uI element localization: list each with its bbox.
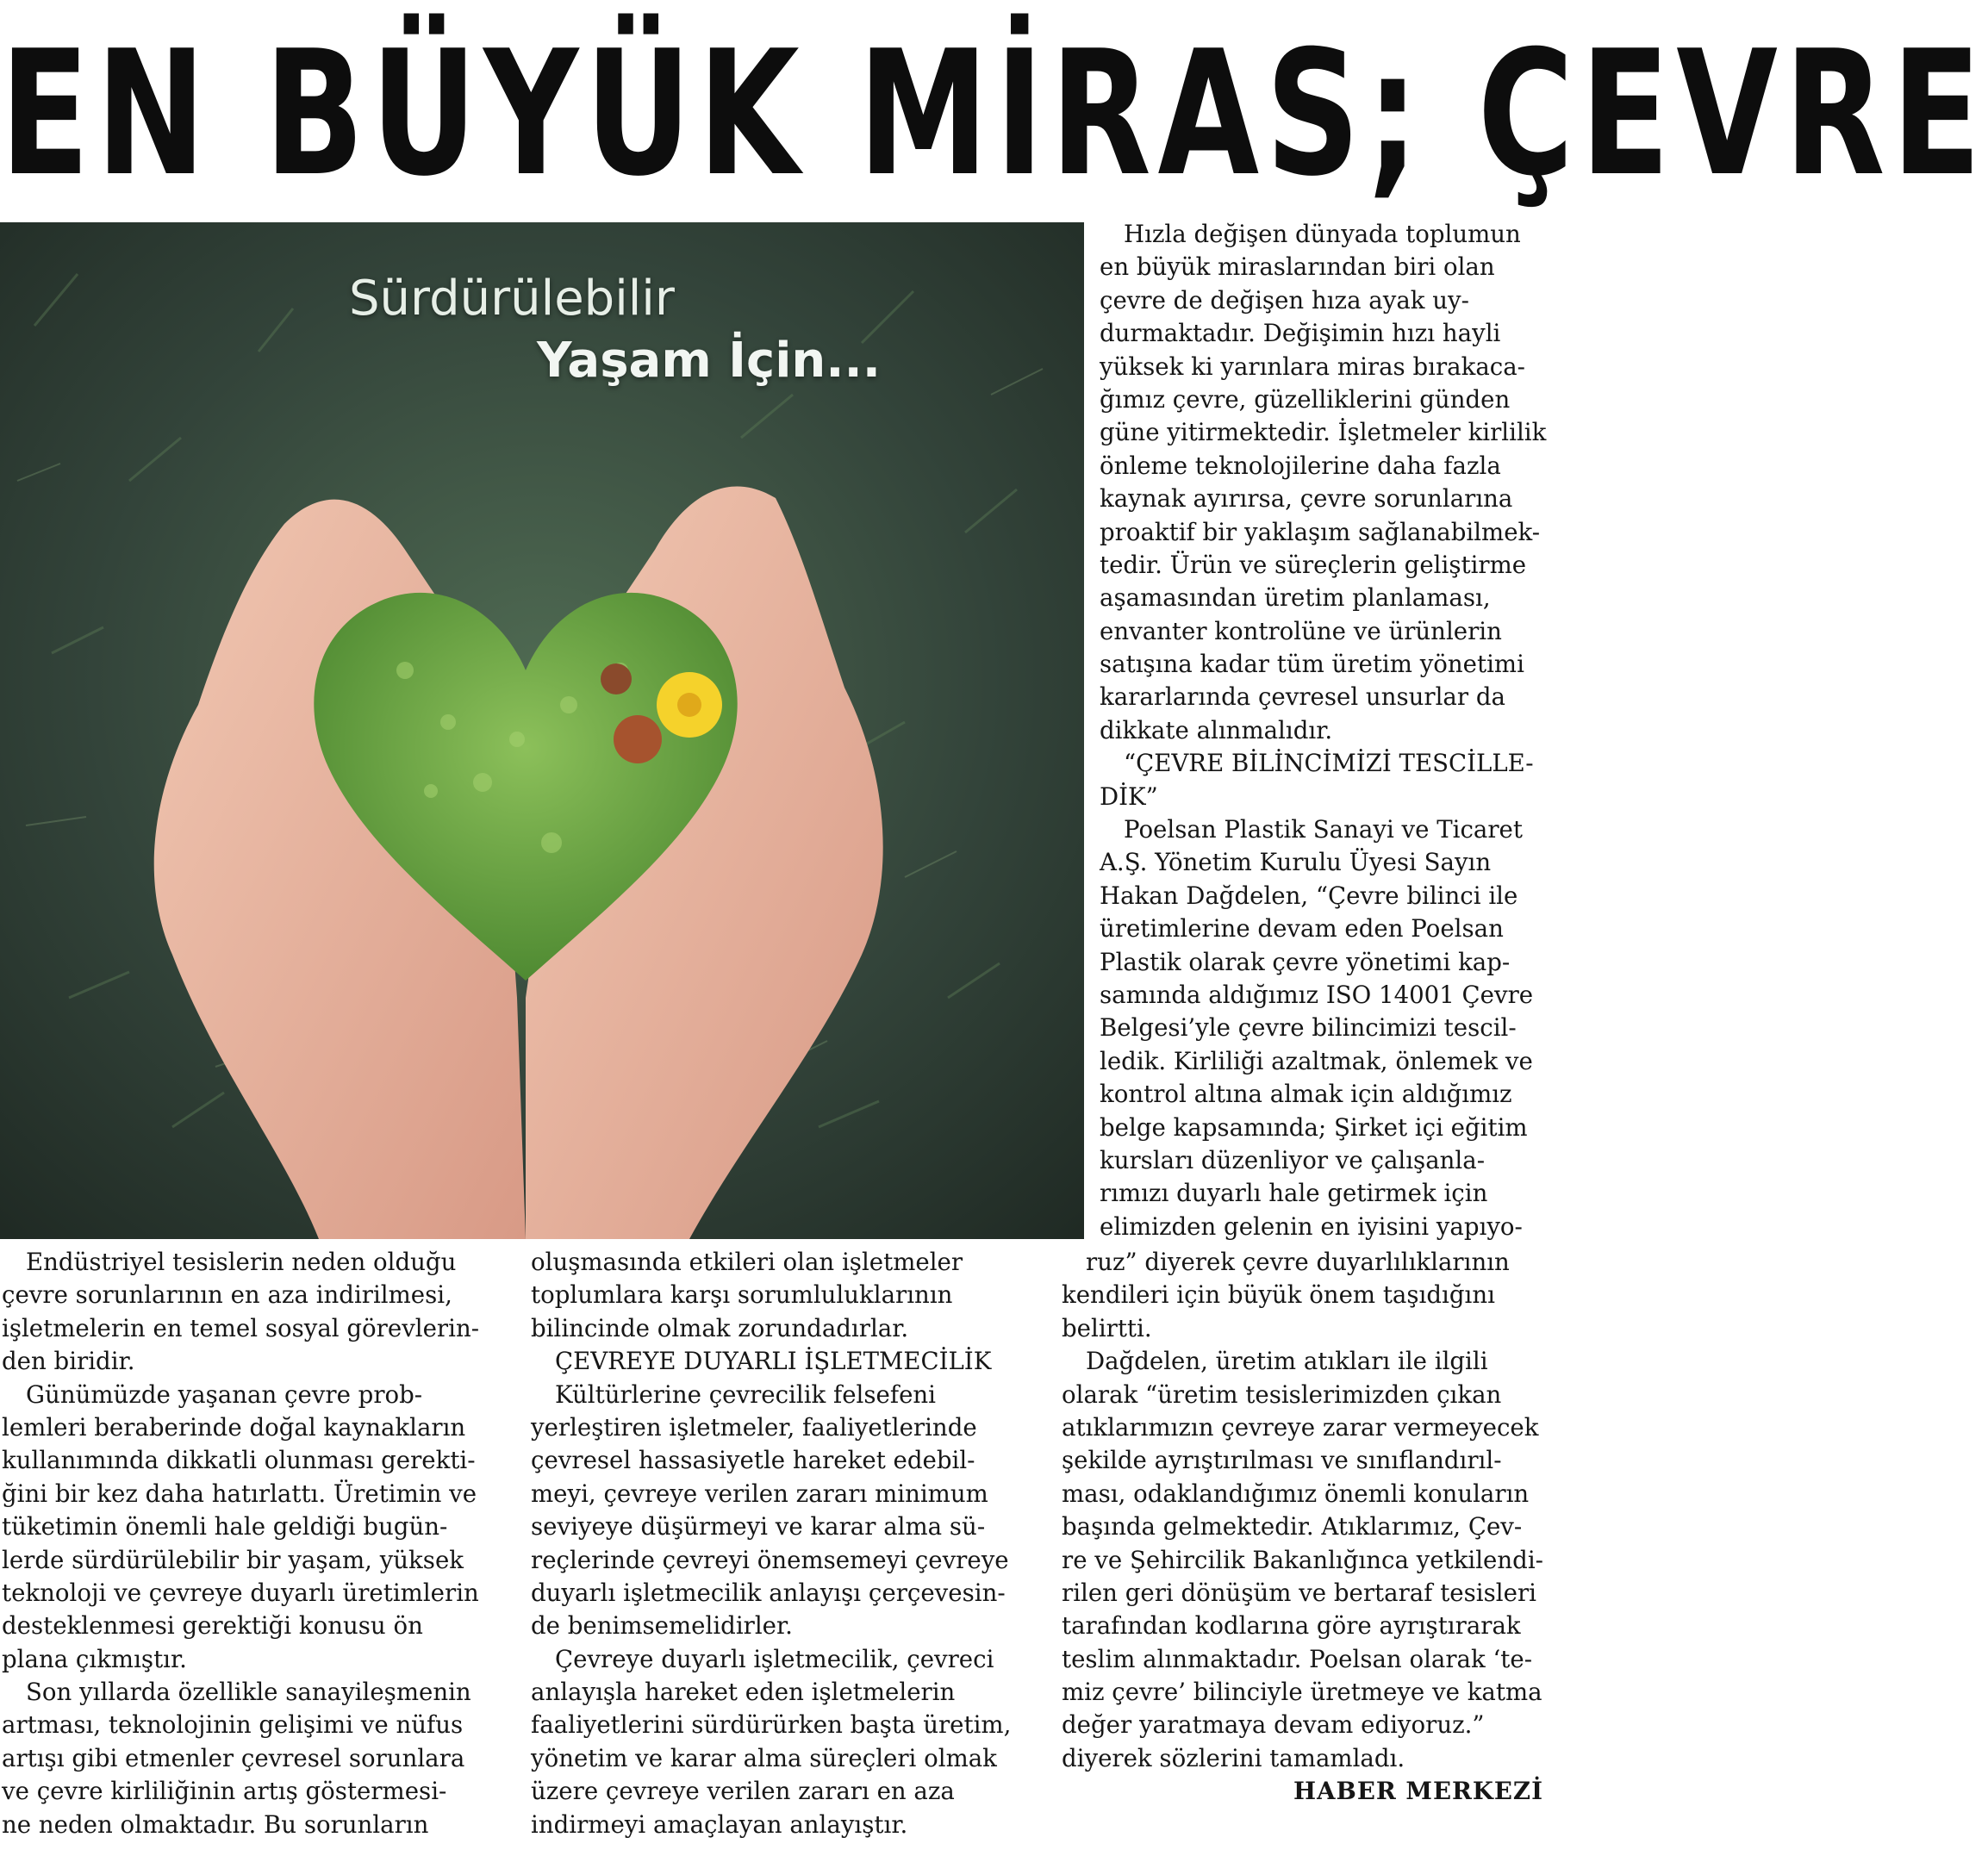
column-right-bottom <box>1062 1246 1543 1809</box>
text-line: proaktif bir yaklaşım sağlanabilmek- <box>1100 517 1541 546</box>
text-line: miz çevre’ bilinciyle üretmeye ve katma <box>1062 1678 1542 1707</box>
text-line: indirmeyi amaçlayan anlayıştır. <box>531 1809 908 1839</box>
image-overlay-line1: Sürdürülebilir <box>349 271 675 327</box>
text-line: Günümüzde yaşanan çevre prob- <box>26 1380 423 1409</box>
text-line: rımızı duyarlı hale getirmek için <box>1100 1179 1488 1208</box>
text-line: anlayışla hareket eden işletmelerin <box>531 1678 956 1707</box>
article-photo <box>0 222 1084 1239</box>
text-line: çevre de değişen hıza ayak uy- <box>1100 285 1469 315</box>
text-line: desteklenmesi gerektiği konusu ön <box>2 1611 423 1641</box>
text-line: de benimsemelidirler. <box>531 1611 793 1641</box>
text-line: şekilde ayrıştırılması ve sınıflandırıl- <box>1062 1446 1502 1475</box>
text-line: toplumlara karşı sorumluluklarının <box>531 1280 953 1310</box>
subheading-line: DİK” <box>1100 782 1158 811</box>
image-overlay-line2: Yaşam İçin... <box>537 333 882 389</box>
dry-flower-bud-small <box>601 663 632 694</box>
column-middle <box>531 1246 1011 1841</box>
text-line: artması, teknolojinin gelişimi ve nüfus <box>2 1710 464 1740</box>
text-line: plana çıkmıştır. <box>2 1644 187 1673</box>
text-line: işletmelerin en temel sosyal görevlerin- <box>2 1313 480 1342</box>
text-line: atıklarımızın çevreye zarar vermeyecek <box>1062 1412 1539 1442</box>
headline: EN BÜYÜK MİRAS; ÇEVRE <box>0 14 1988 215</box>
text-line: Dağdelen, üretim atıkları ile ilgili <box>1086 1347 1488 1376</box>
text-line: kararlarında çevresel unsurlar da <box>1100 682 1505 712</box>
column-left <box>2 1246 479 1841</box>
text-line: Endüstriyel tesislerin neden olduğu <box>26 1248 457 1276</box>
text-line: kursları düzenliyor ve çalışanla- <box>1100 1145 1486 1174</box>
text-line: kullanımında dikkatli olunması gerekti- <box>2 1446 476 1475</box>
text-line: ruz” diyerek çevre duyarlılıklarının <box>1086 1248 1510 1276</box>
text-line: durmaktadır. Değişimin hızı hayli <box>1100 319 1501 348</box>
text-line: A.Ş. Yönetim Kurulu Üyesi Sayın <box>1100 848 1492 877</box>
text-line: seviyeye düşürmeyi ve karar alma sü- <box>531 1512 986 1541</box>
text-line: yerleştiren işletmeler, faaliyetlerinde <box>531 1412 977 1442</box>
text-line: ne neden olmaktadır. Bu sorunların <box>2 1809 429 1839</box>
text-line: bilincinde olmak zorundadırlar. <box>531 1313 909 1342</box>
text-line: faaliyetlerini sürdürürken başta üretim, <box>531 1710 1012 1740</box>
text-line: satışına kadar tüm üretim yönetimi <box>1100 650 1524 679</box>
text-line: tüketimin önemli hale geldiği bugün- <box>2 1512 448 1541</box>
text-line: çevresel hassasiyetle hareket edebil- <box>531 1446 975 1475</box>
text-line: re ve Şehircilik Bakanlığınca yetkilendi- <box>1062 1545 1543 1574</box>
dry-flower-bud <box>614 715 662 763</box>
text-line: oluşmasında etkileri olan işletmeler <box>531 1248 963 1276</box>
text-line: den biridir. <box>2 1347 135 1376</box>
subheading-line: ÇEVREYE DUYARLI İŞLETMECİLİK <box>555 1347 992 1376</box>
text-line: kaynak ayırırsa, çevre sorunlarına <box>1100 484 1513 514</box>
byline: HABER MERKEZİ <box>1293 1777 1543 1806</box>
text-line: samında aldığımız ISO 14001 Çevre <box>1100 980 1534 1009</box>
text-line: ğini bir kez daha hatırlattı. Üretimin ve <box>2 1479 477 1508</box>
text-line: Çevreye duyarlı işletmecilik, çevreci <box>555 1644 994 1673</box>
text-line: teknoloji ve çevreye duyarlı üretimlerin <box>2 1578 479 1607</box>
text-line: Hızla değişen dünyada toplumun <box>1124 220 1521 248</box>
text-line: üretimlerine devam eden Poelsan <box>1100 914 1504 944</box>
text-line: Hakan Dağdelen, “Çevre bilinci ile <box>1100 881 1518 910</box>
text-line: aşamasından üretim planlaması, <box>1100 583 1491 613</box>
text-line: lemleri beraberinde doğal kaynakların <box>2 1412 466 1442</box>
text-line: Son yıllarda özellikle sanayileşmenin <box>26 1678 471 1707</box>
text-line: Kültürlerine çevrecilik felsefeni <box>555 1380 937 1409</box>
text-line: Poelsan Plastik Sanayi ve Ticaret <box>1124 815 1523 844</box>
text-line: meyi, çevreye verilen zararı minimum <box>531 1479 988 1508</box>
text-line: belirtti. <box>1062 1313 1152 1342</box>
text-line: kontrol altına almak için aldığımız <box>1100 1080 1512 1109</box>
text-line: artışı gibi etmenler çevresel sorunlara <box>2 1743 465 1772</box>
subheading-line: “ÇEVRE BİLİNCİMİZİ TESCİLLE- <box>1124 749 1534 778</box>
text-line: Belgesi’yle çevre bilincimizi tescil- <box>1100 1013 1517 1043</box>
text-line: tarafından kodlarına göre ayrıştırarak <box>1062 1611 1521 1641</box>
dandelion-flower <box>657 672 722 738</box>
text-line: reçlerinde çevreyi önemsemeyi çevreye <box>531 1545 1009 1574</box>
text-line: en büyük miraslarından biri olan <box>1100 252 1495 282</box>
text-line: rilen geri dönüşüm ve bertaraf tesisleri <box>1062 1578 1536 1607</box>
text-line: üzere çevreye verilen zararı en aza <box>531 1777 955 1806</box>
text-line: dikkate alınmalıdır. <box>1100 715 1333 744</box>
text-line: lerde sürdürülebilir bir yaşam, yüksek <box>2 1545 464 1574</box>
text-line: diyerek sözlerini tamamladı. <box>1062 1743 1405 1772</box>
text-line: Plastik olarak çevre yönetimi kap- <box>1100 947 1511 976</box>
text-line: elimizden gelenin en iyisini yapıyo- <box>1100 1211 1523 1241</box>
text-line: ve çevre kirliliğinin artış göstermesi- <box>2 1777 447 1806</box>
text-line: olarak “üretim tesislerimizden çıkan <box>1062 1380 1502 1409</box>
text-line: kendileri için büyük önem taşıdığını <box>1062 1280 1495 1310</box>
text-line: güne yitirmektedir. İşletmeler kirlilik <box>1100 418 1547 447</box>
text-line: yönetim ve karar alma süreçleri olmak <box>531 1743 997 1772</box>
text-line: duyarlı işletmecilik anlayışı çerçevesin- <box>531 1578 1006 1607</box>
text-line: değer yaratmaya devam ediyoruz.” <box>1062 1710 1485 1740</box>
text-line: önleme teknolojilerine daha fazla <box>1100 451 1501 480</box>
text-line: ledik. Kirliliği azaltmak, önlemek ve <box>1100 1046 1533 1075</box>
text-line: tedir. Ürün ve süreçlerin geliştirme <box>1100 550 1527 579</box>
text-line: envanter kontrolüne ve ürünlerin <box>1100 616 1502 645</box>
text-line: ması, odaklandığımız önemli konuların <box>1062 1479 1530 1508</box>
text-line: yüksek ki yarınlara miras bırakaca- <box>1100 352 1525 381</box>
column-right-top <box>1100 218 1546 1243</box>
text-line: teslim alınmaktadır. Poelsan olarak ‘te- <box>1062 1644 1533 1673</box>
text-line: belge kapsamında; Şirket içi eğitim <box>1100 1112 1528 1142</box>
text-line: çevre sorunlarının en aza indirilmesi, <box>2 1280 452 1310</box>
text-line: başında gelmektedir. Atıklarımız, Çev- <box>1062 1512 1523 1541</box>
text-line: ğımız çevre, güzelliklerini günden <box>1100 384 1511 414</box>
